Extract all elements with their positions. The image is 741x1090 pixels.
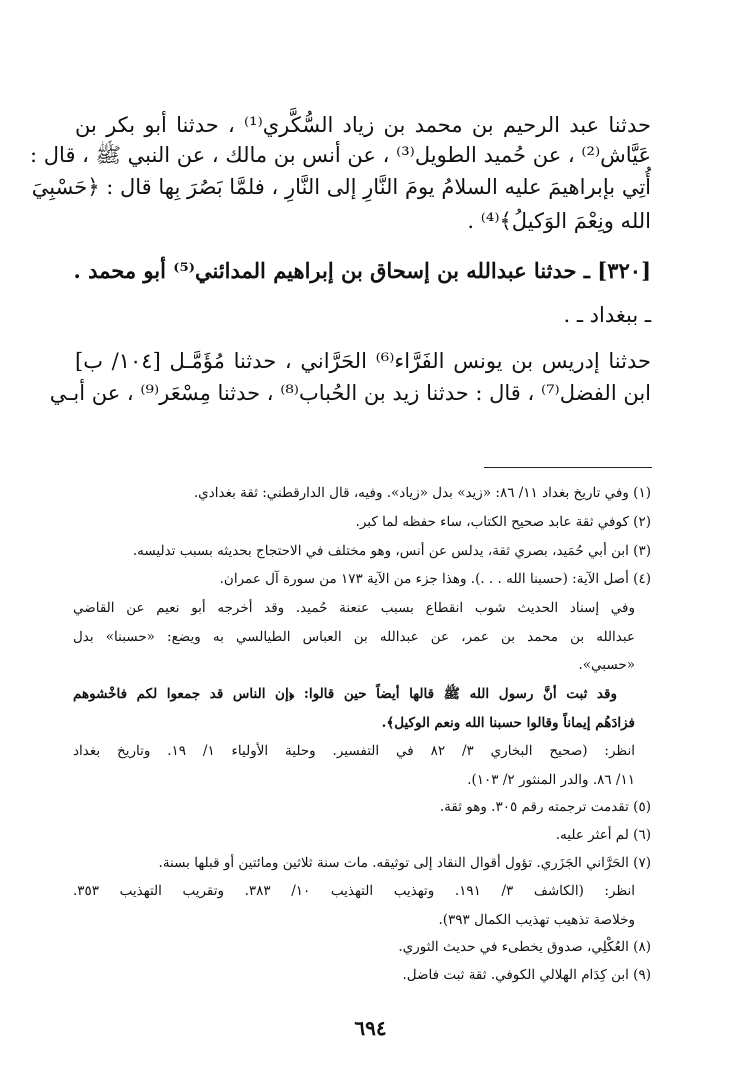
page-number: ٦٩٤ xyxy=(354,1016,387,1040)
footnote-5: (٥) تقدمت ترجمته رقم ٣٠٥. وهو ثقة. xyxy=(439,799,651,815)
main-line-4: الله ونِعْمَ الوَكيلُ﴾⁽⁴⁾ . xyxy=(467,209,651,233)
footnote-7-line-3: وخلاصة تذهيب تهذيب الكمال ٣٩٣). xyxy=(438,912,635,928)
main-line-8: ابن الفضل⁽⁷⁾ ، قال : حدثنا زيد بن الحُباب⁽⁸⁾ ، حدثنا مِسْعَر⁽⁹⁾ ، عن أبـي xyxy=(49,381,651,405)
footnote-4-line-2: وفي إسناد الحديث شوب انقطاع بسبب عنعنة حُميد. وقد أخرجه أبو نعيم عن القاضي xyxy=(73,600,635,616)
footnote-4: (٤) أصل الآية: (حسبنا الله . . .). وهذا جزء من الآية ١٧٣ من سورة آل عمران. xyxy=(219,571,651,587)
footnote-6: (٦) لم أعثر عليه. xyxy=(555,827,651,843)
main-line-6: ـ ببغداد ـ . xyxy=(563,303,651,327)
footnote-9: (٩) ابن كِدَام الهلالي الكوفي. ثقة ثبت فاضل. xyxy=(402,967,651,983)
footnote-4-line-5: وقد ثبت أنَّ رسول الله ﷺ قالها أيضاً حين قالوا: ﴿إن الناس قد جمعوا لكم فاخْشوهم xyxy=(73,686,617,702)
footnote-8: (٨) العُكْلِي، صدوق يخطىء في حديث الثوري. xyxy=(398,939,651,955)
main-line-7: حدثنا إدريس بن يونس الفَرَّاء⁽⁶⁾ الحَرَّاني ، حدثنا مُؤَمَّـل [١٠٤/ ب] xyxy=(75,349,651,373)
main-line-2: عَيَّاش⁽²⁾ ، عن حُميد الطويل⁽³⁾ ، عن أنس بن مالك ، عن النبي ﷺ ، قال : xyxy=(30,143,651,167)
footnote-4-line-4: «حسبي». xyxy=(578,657,635,673)
main-line-3: أُتِي بإبراهيمَ عليه السلامُ يومَ النَّارِ إلى النَّارِ ، فلمَّا بَصُرَ بِها قال : ﴿حَسْبِيَ xyxy=(31,175,651,199)
footnote-4-line-8: ١١/ ٨٦. والدر المنثور ٢/ ١٠٣). xyxy=(467,772,635,788)
footnote-3: (٣) ابن أبي حُمَيد، بصري ثقة، يدلس عن أنس، وهو مختلف في الاحتجاج بحديثه بسبب تدليسه. xyxy=(132,543,651,559)
footnote-4-line-7: انظر: (صحيح البخاري ٣/ ٨٢ في التفسير. وحلية الأولياء ١/ ١٩. وتاريخ بغداد xyxy=(73,743,635,759)
hadith-heading-320: [٣٢٠] ـ حدثنا عبدالله بن إسحاق بن إبراهيم المدائني⁽⁵⁾ أبو محمد . xyxy=(73,258,651,283)
footnote-7-line-2: انظر: (الكاشف ٣/ ١٩١. وتهذيب التهذيب ١٠/ ٣٨٣. وتقريب التهذيب ٣٥٣. xyxy=(73,883,636,899)
footnote-7: (٧) الحَرَّاني الجَزَري. تؤول أقوال النقاد إلى توثيقه. مات سنة ثلاثين ومائتين أو قبلها بسنة. xyxy=(158,855,651,871)
footnote-4-line-3: عبدالله بن محمد بن عمر، عن عبدالله بن العباس الطيالسي به ويضع: «حسبنا» بدل xyxy=(73,629,635,645)
footnote-4-line-6: فزادَهُم إيماناً وقالوا حسبنا الله ونعم الوكيل﴾. xyxy=(381,715,635,731)
footnote-separator xyxy=(484,467,652,468)
main-line-1: حدثنا عبد الرحيم بن محمد بن زياد السُّكَّري⁽¹⁾ ، حدثنا أبو بكر بن xyxy=(75,113,651,137)
footnote-1: (١) وفي تاريخ بغداد ١١/ ٨٦: «زيد» بدل «زياد». وفيه، قال الدارقطني: ثقة بغدادي. xyxy=(193,485,651,501)
footnote-2: (٢) كوفي ثقة عابد صحيح الكتاب، ساء حفظه لما كبر. xyxy=(355,514,651,530)
